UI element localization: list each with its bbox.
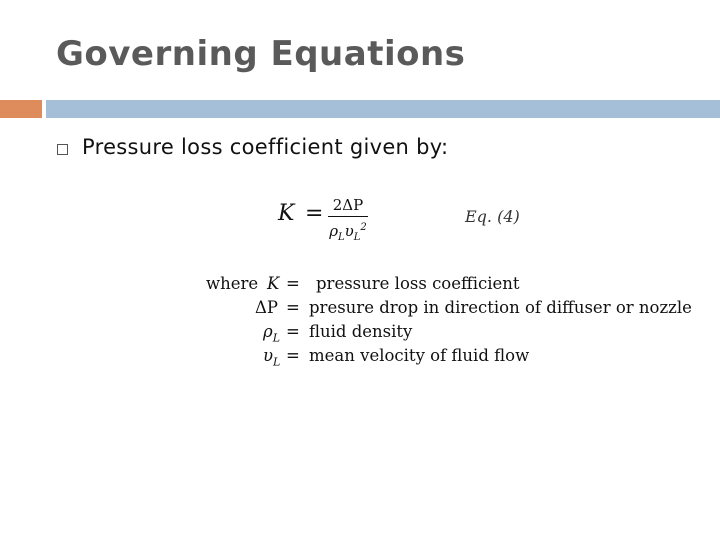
definition-row <box>206 320 711 344</box>
accent-bar-blue <box>46 100 720 118</box>
den-v: υ <box>344 222 354 241</box>
den-rho: ρ <box>329 222 339 241</box>
definition-meaning: pressure loss coefficient <box>316 274 520 293</box>
definition-meaning: mean velocity of fluid flow <box>309 346 530 365</box>
den-v-sub: L <box>353 232 361 244</box>
definition-symbol: K <box>267 274 280 293</box>
definition-symbol: ΔP <box>255 298 279 317</box>
equation-denominator <box>328 219 368 247</box>
definition-row <box>206 344 711 368</box>
symbol-main: ρ <box>263 322 273 341</box>
where-label: where <box>206 274 259 293</box>
equation-numerator: 2ΔP <box>332 196 364 214</box>
equation-fraction <box>328 196 368 247</box>
symbol-main: υ <box>263 346 274 365</box>
bullet-text: Pressure loss coefficient given by: <box>82 135 449 159</box>
definition-equals: = <box>286 274 300 293</box>
definition-equals: = <box>286 346 300 365</box>
equation-label: Eq. (4) <box>465 207 520 226</box>
den-rho-sub: L <box>338 232 345 244</box>
definition-meaning: presure drop in direction of diffuser or nozzle <box>309 298 692 317</box>
symbol-sub: L <box>272 331 281 345</box>
accent-bar-orange <box>0 100 42 118</box>
equation-lhs: K <box>278 201 295 226</box>
equation-equals: = <box>305 201 324 226</box>
bullet-square-icon <box>57 144 68 155</box>
definition-equals: = <box>286 322 300 341</box>
den-v-sup: 2 <box>360 222 367 234</box>
symbol-sub: L <box>273 355 281 369</box>
definition-meaning: fluid density <box>309 322 413 341</box>
definition-row <box>206 296 711 320</box>
definition-symbol <box>263 344 280 374</box>
definition-row <box>206 272 711 296</box>
definition-equals: = <box>286 298 300 317</box>
fraction-bar <box>328 216 368 217</box>
definitions-list <box>206 272 711 368</box>
slide-title: Governing Equations <box>56 34 466 74</box>
